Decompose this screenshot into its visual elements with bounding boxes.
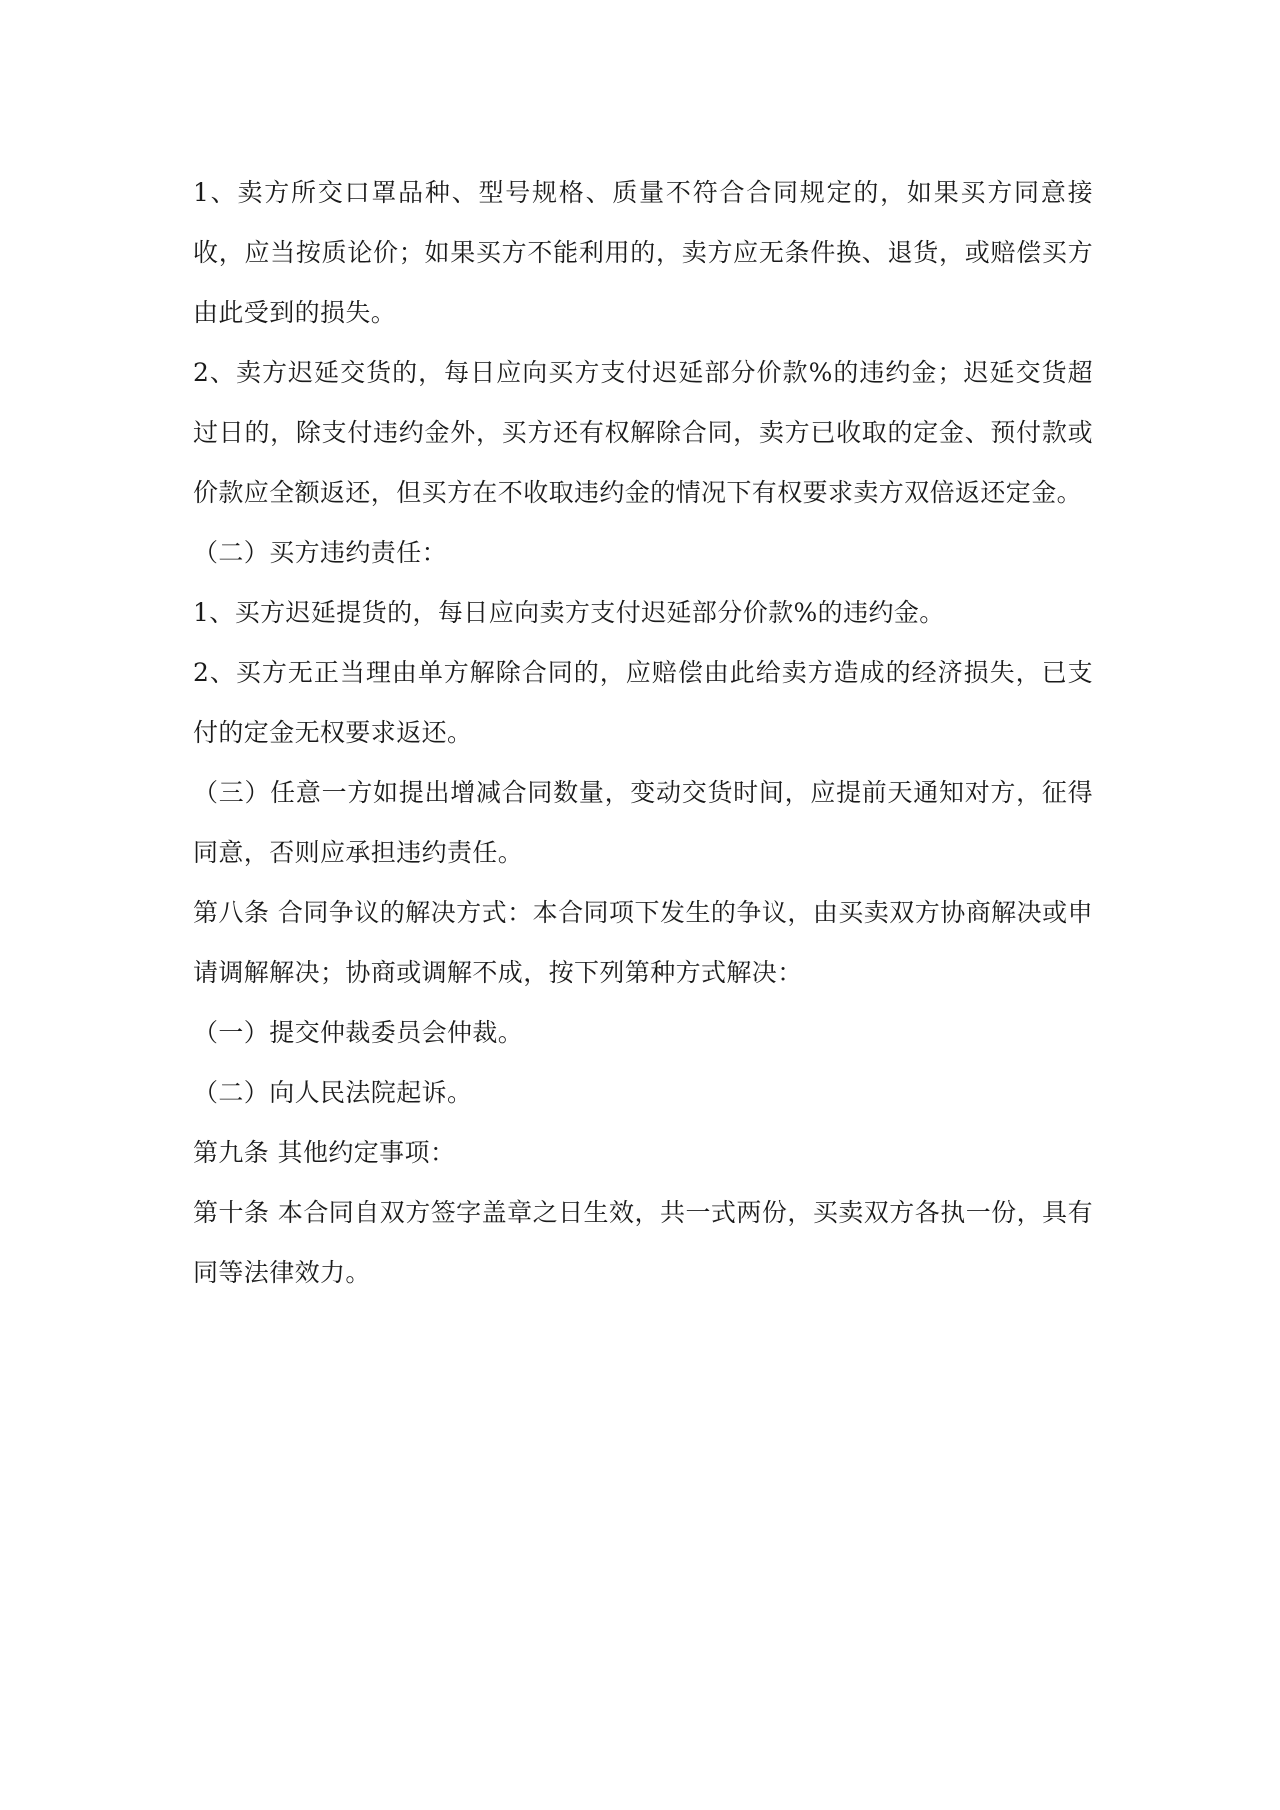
clause-buyer-termination: 2、买方无正当理由单方解除合同的，应赔偿由此给卖方造成的经济损失，已支付的定金无权要求返还。 <box>193 658 1093 747</box>
clause-seller-delay: 2、卖方迟延交货的，每日应向买方支付迟延部分价款%的违约金；迟延交货超过日的，除支付违约金外，买方还有权解除合同，卖方已收取的定金、预付款或价款应全额返还，但买方在不收取违约金的情况下有权要求卖方双倍返还定金。 <box>193 358 1093 507</box>
clause-quantity-change: （三）任意一方如提出增减合同数量，变动交货时间，应提前天通知对方，征得同意，否则应承担违约责任。 <box>193 778 1093 867</box>
article-ten-effect: 第十条 本合同自双方签字盖章之日生效，共一式两份，买卖双方各执一份，具有同等法律效力。 <box>193 1198 1093 1287</box>
dispute-option-court: （二）向人民法院起诉。 <box>193 1078 473 1107</box>
article-eight-dispute: 第八条 合同争议的解决方式：本合同项下发生的争议，由买卖双方协商解决或申请调解解决；协商或调解不成，按下列第种方式解决： <box>193 898 1093 987</box>
section-buyer-liability-heading: （二）买方违约责任： <box>193 538 448 567</box>
contract-body <box>193 163 1093 1303</box>
clause-buyer-delay: 1、买方迟延提货的，每日应向卖方支付迟延部分价款%的违约金。 <box>193 598 945 627</box>
dispute-option-arbitration: （一）提交仲裁委员会仲裁。 <box>193 1018 524 1047</box>
clause-seller-quality: 1、卖方所交口罩品种、型号规格、质量不符合合同规定的，如果买方同意接收，应当按质论价；如果买方不能利用的，卖方应无条件换、退货，或赔偿买方由此受到的损失。 <box>193 178 1093 327</box>
article-nine-other: 第九条 其他约定事项： <box>193 1138 456 1167</box>
